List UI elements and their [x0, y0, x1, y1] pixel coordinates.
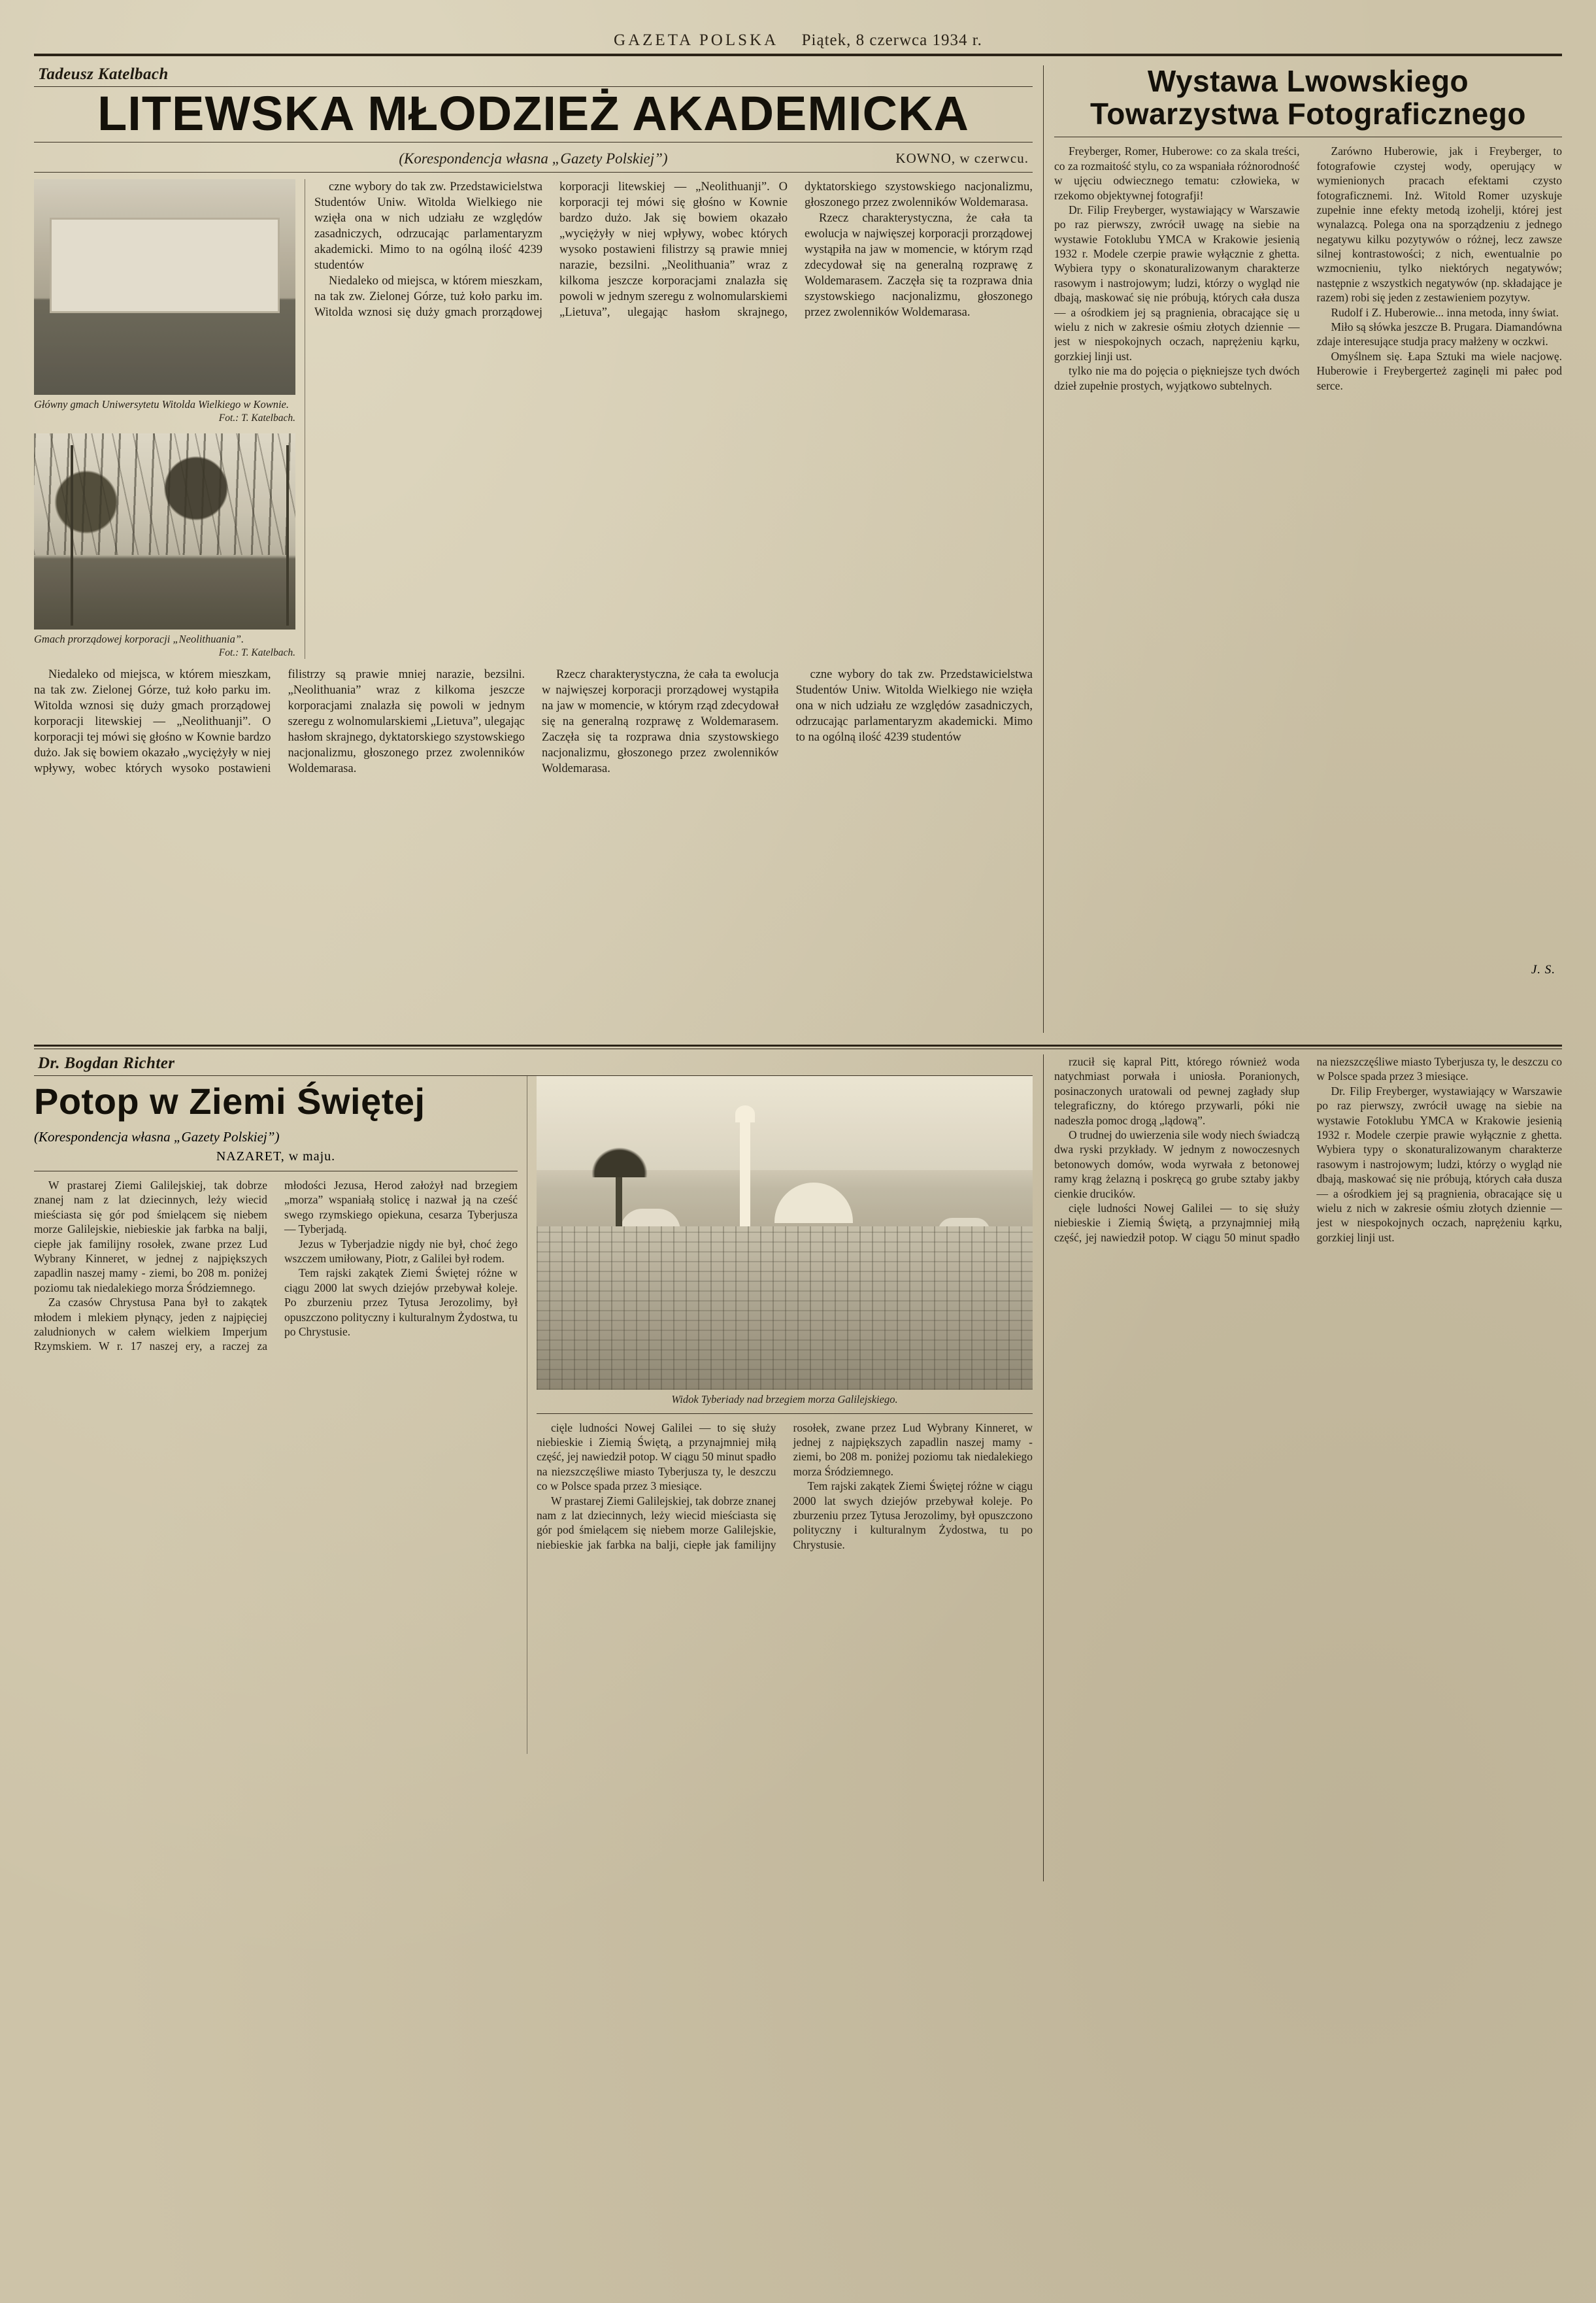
paragraph: W prastarej Ziemi Galilejskiej, tak dobrze znanej nam z lat dziecinnych, leży wiecid mieściasta się gór pod śmielącem się niebem morze Galilejskie, niebieskie jak farbka na balji, ciepłe jak familijny rosołek, zwane przez Lud Wybrany Kinneret, w jednej z najpiększych zapadlin naszej mamy - ziemi, bo 208 m. poniżej poziomu tak niedalekiego morza Śródziemnego.: [537, 1420, 1033, 1551]
photo-university-building: [34, 179, 295, 395]
lead-article-title: LITEWSKA MŁODZIEŻ AKADEMICKA: [97, 86, 969, 141]
photo-university-caption: Główny gmach Uniwersytetu Witolda Wielkiego w Kownie. Fot.: T. Katelbach.: [34, 398, 295, 424]
masthead-paper-name: GAZETA POLSKA: [614, 31, 779, 49]
flood-article-body-left: [34, 1178, 518, 1636]
section-rule: [34, 1045, 1562, 1047]
exhibition-title: Wystawa Lwowskiego Towarzystwa Fotograficznego: [1090, 64, 1526, 131]
masthead-rule: [34, 54, 1562, 56]
paragraph: Rzecz charakterystyczna, że cała ta ewolucja w najwięszej korporacji prorządowej wystąpiła na jaw w momencie, w którym rząd zdecydował się na generalną rozprawę z Woldemarasem. Zaczęła się ta rozprawa dnia szystowskiego nacjonalizmu, głoszonego przez zwolenników Woldemarasa.: [542, 668, 779, 776]
photo-neolithuania-caption: Gmach prorządowej korporacji „Neolithuania”. Fot.: T. Katelbach.: [34, 633, 295, 658]
column-divider: [1043, 65, 1044, 1033]
flood-article: [34, 1054, 1033, 1881]
paragraph: Rudolf i Z. Huberowie... inna metoda, inny świat.: [1331, 305, 1559, 319]
paragraph: rzucił się kapral Pitt, którego również woda natychmiast porwała i uniosła. Poranionych, posinaczonych uratowali od pewnej zagłady słup telegraficzny, do którego przywarli, póki nie nadeszła pomoc drogą „lądową”.: [1054, 1055, 1300, 1127]
photo-tiberias: [537, 1076, 1033, 1390]
flood-article-body-right: [537, 1420, 1033, 1754]
paragraph: W prastarej Ziemi Galilejskiej, tak dobrze znanej nam z lat dziecinnych, leży wiecid mieściasta się gór pod śmielącem się niebem morze Galilejskie, niebieskie jak farbka na balji, ciepłe jak familijny rosołek, zwane przez Lud Wybrany Kinneret, w jednej z najpiększych zapadlin naszej mamy - ziemi, bo 208 m. poniżej poziomu tak niedalekiego morza Śródziemnego.: [34, 1179, 267, 1294]
paragraph: tylko nie ma do pojęcia o piękniejsze tych dwóch dzieł zupełnie prostych, wyjątkowo subtelnych.: [1054, 364, 1300, 392]
paragraph: Miło są słówka jeszcze B. Prugara. Diamandówna zdaje interesujące studja pracy małżeny w oczkwi.: [1316, 320, 1562, 348]
lead-article-body-bottom: [34, 667, 1033, 1033]
lead-article: [34, 65, 1033, 1033]
lower-right-columns: [1054, 1054, 1562, 1881]
flood-article-dateline: NAZARET, w maju.: [216, 1149, 336, 1164]
lead-article-byline: Tadeusz Katelbach: [38, 65, 169, 83]
flood-article-title: Potop w Ziemi Świętej: [34, 1081, 425, 1122]
paragraph: Za czasów Chrystusa Pana był to zakątek młodem i mlekiem płynący, jeden z najpięciej zaludnionych w całem wielkiem Imperjum Rzymskiem. W r. 17 naszej ery, a raczej za młodości Jezusa, Herod założył nad brzegiem „morza” wspaniałą stolicę i nazwał ją na cześć swego rzymskiego opiekuna, cesarza Tyberjusza — Tyberjadą.: [34, 1179, 518, 1353]
paragraph: Tem rajski zakątek Ziemi Świętej różne w ciągu 2000 lat swych dziejów przebywał koleje. Po zburzeniu przez Tytusa Jerozolimy, był opuszczono polityczny i kulturalnym Żydostwa, tu po Chrystusie.: [793, 1479, 1033, 1551]
paragraph: Niedaleko od miejsca, w którem mieszkam, na tak zw. Zielonej Górze, tuż koło parku im. Witolda wznosi się duży gmach prorządowej korporacji litewskiej — „Neolithuanji”. O korporacji tej mówi się głośno w Kownie bardzo dużo. Jak się bowiem okazało „wyciężyły w niej wpływy, wobec których wysoko postawieni filistrzy są prawie mniej narazie, bezsilni. „Neolithuania” wraz z kilkoma jeszcze korporacjami znalazła się powoli w jednym szeregu z wolnomularskiemi „Lietuva”, ulegając hasłom skrajnego, dyktatorskiego szystowskiego nacjonalizmu, głoszonego przez zwolenników Woldemarasa.: [314, 180, 1033, 320]
paragraph: Dr. Filip Freyberger, wystawiający w Warszawie po raz pierwszy, zwrócił uwagę na siebie na wystawie Fotoklubu YMCA w Krakowie jesienią 1932 r. Modele czerpie prawie wyłącznie z ghetta. Wybiera typy o skonaturalizowanym charakterze rasowym i nastrojowym; ludzi, którzy o wygląd nie dbają, maskować się nie próbują, których cała dusza — a ośrodkiem jej są pragnienia, obracające się u wielu z nich w zakresie ośmiu złotych dziennie — jest w niespokojnych oczach, naprężeniu kąrku, gorzkiej linji ust.: [1316, 1084, 1562, 1244]
lead-article-dateline: KOWNO, w czerwcu.: [895, 150, 1029, 166]
photo-tiberias-caption: Widok Tyberiady nad brzegiem morza Galilejskiego.: [671, 1393, 898, 1405]
paragraph: Tem rajski zakątek Ziemi Świętej różne w ciągu 2000 lat swych dziejów przebywał koleje. Po zburzeniu przez Tytusa Jerozolimy, był opuszczono polityczny i kulturalnym Żydostwa, tu po Chrystusie.: [284, 1266, 518, 1338]
lead-article-subtitle: (Korespondencja własna „Gazety Polskiej”): [399, 150, 668, 167]
masthead-date: Piątek, 8 czerwca 1934 r.: [801, 31, 982, 49]
paragraph: Jezus w Tyberjadzie nigdy nie był, choć żego wszczem umiłowany, Piotr, z Galilei był rodem.: [284, 1237, 518, 1265]
lower-right-body: [1054, 1054, 1562, 1881]
paragraph: czne wybory do tak zw. Przedstawicielstwa Studentów Uniw. Witolda Wielkiego nie wzięła ona w nich udziału ze względów zasadniczych, odrzucając parlamentaryzm akademicki. Mimo to na ogólną ilość 4239 studentów: [314, 180, 542, 273]
masthead: [34, 31, 1562, 54]
paragraph: Niedaleko od miejsca, w którem mieszkam, na tak zw. Zielonej Górze, tuż koło parku im. Witolda wznosi się duży gmach prorządowej korporacji litewskiej — „Neolithuanji”. O korporacji tej mówi się głośno w Kownie bardzo dużo. Jak się bowiem okazało „wyciężyły w niej wpływy, wobec których wysoko postawieni filistrzy są prawie mniej narazie, bezsilni. „Neolithuania” wraz z kilkoma jeszcze korporacjami znalazła się powoli w jednym szeregu z wolnomularskiemi „Lietuva”, ulegając hasłom skrajnego, dyktatorskiego szystowskiego nacjonalizmu, głoszonego przez zwolenników Woldemarasa.: [34, 668, 525, 776]
paragraph: Rzecz charakterystyczna, że cała ta ewolucja w najwięszej korporacji prorządowej wystąpiła na jaw w momencie, w którym rząd zdecydował się na generalną rozprawę z Woldemarasem. Zaczęła się ta rozprawa dnia szystowskiego nacjonalizmu, głoszonego przez zwolenników Woldemarasa.: [805, 212, 1033, 320]
paragraph: Zarówno Huberowie, jak i Freyberger, to fotografowie czystej wody, operujący w wymienionych pracach efektami czysto fotograficznemi. Inż. Witold Romer uzyskuje zupełnie inne efekty metodą izohelji, której jest wynalazcą. Polega ona na sporządzeniu z jednego negatywu kilku pozytywów o różnej, lecz zawsze silnej kontrastowości; z nich, ewentualnie po wzmocnieniu, tylko niektórych negatywów; następnie z wszystkich negatywów (np. składające je razem) robi się jeden z zestawieniem pozytyw.: [1316, 144, 1562, 305]
paragraph: cięle ludności Nowej Galilei — to się służy niebieskie i Ziemią Świętą, a przynajmniej miłą część, jej nawiedził potop. W ciągu 50 minut spadło na niezszczęśliwe miasto Tyberjusza ty, le deszczu co w Polsce spada przez 3 miesiące.: [1054, 1055, 1562, 1244]
exhibition-body: [1054, 144, 1562, 958]
paragraph: cięle ludności Nowej Galilei — to się służy niebieskie i Ziemią Świętą, a przynajmniej miłą część, jej nawiedził potop. W ciągu 50 minut spadło na niezszczęśliwe miasto Tyberjusza ty, le deszczu co w Polsce spada przez 3 miesiące.: [537, 1420, 776, 1493]
flood-article-subtitle: (Korespondencja własna „Gazety Polskiej”): [34, 1129, 280, 1145]
column-divider-lower: [1043, 1054, 1044, 1881]
flood-article-byline: Dr. Bogdan Richter: [38, 1054, 175, 1072]
paragraph: Omyślnem się. Łapa Sztuki ma wiele nacjowę. Huberowie i Freybergerteż zaginęli mi pałec pod serce.: [1316, 349, 1562, 392]
lead-article-body-top: [314, 179, 1033, 640]
paragraph: Dr. Filip Freyberger, wystawiający w Warszawie po raz pierwszy, zwrócił uwagę na siebie na wystawie Fotoklubu YMCA w Krakowie jesienią 1932 r. Modele czerpie prawie wyłącznie z ghetta. Wybiera typy o skonaturalizowanym charakterze rasowym i nastrojowym; ludzi, którzy o wygląd nie dbają, maskować się nie próbują, których cała dusza — a ośrodkiem jej są pragnienia, obracające się u wielu z nich w zakresie ośmiu złotych dziennie — jest w niespokojnych oczach, naprężeniu kąrku, gorzkiej linji ust.: [1054, 203, 1300, 363]
top-section: [34, 65, 1562, 1033]
exhibition-article: [1054, 65, 1562, 1033]
photo-neolithuania-building: [34, 433, 295, 630]
exhibition-signature: J. S.: [1531, 963, 1555, 977]
paragraph: O trudnej do uwierzenia sile wody niech świadczą dwa ryski przykłady. W jednym z nowoczesnych betonowych domów, woda wyrwała z betonowej ramy krąg żelazną i poskręcą go grube sztaby jakby cienkie drucików.: [1054, 1128, 1300, 1200]
paragraph: czne wybory do tak zw. Przedstawicielstwa Studentów Uniw. Witolda Wielkiego nie wzięła ona w nich udziału ze względów zasadniczych, odrzucając parlamentaryzm akademicki. Mimo to na ogólną ilość 4239 studentów: [795, 668, 1033, 745]
paragraph: Freyberger, Romer, Huberowe: co za skala treści, co za rozmaitość stylu, co za wspaniała różnorodność w ujęciu odwiecznego tematu: człowieka, w rzekomo objektywnej fotografji!: [1054, 144, 1300, 202]
